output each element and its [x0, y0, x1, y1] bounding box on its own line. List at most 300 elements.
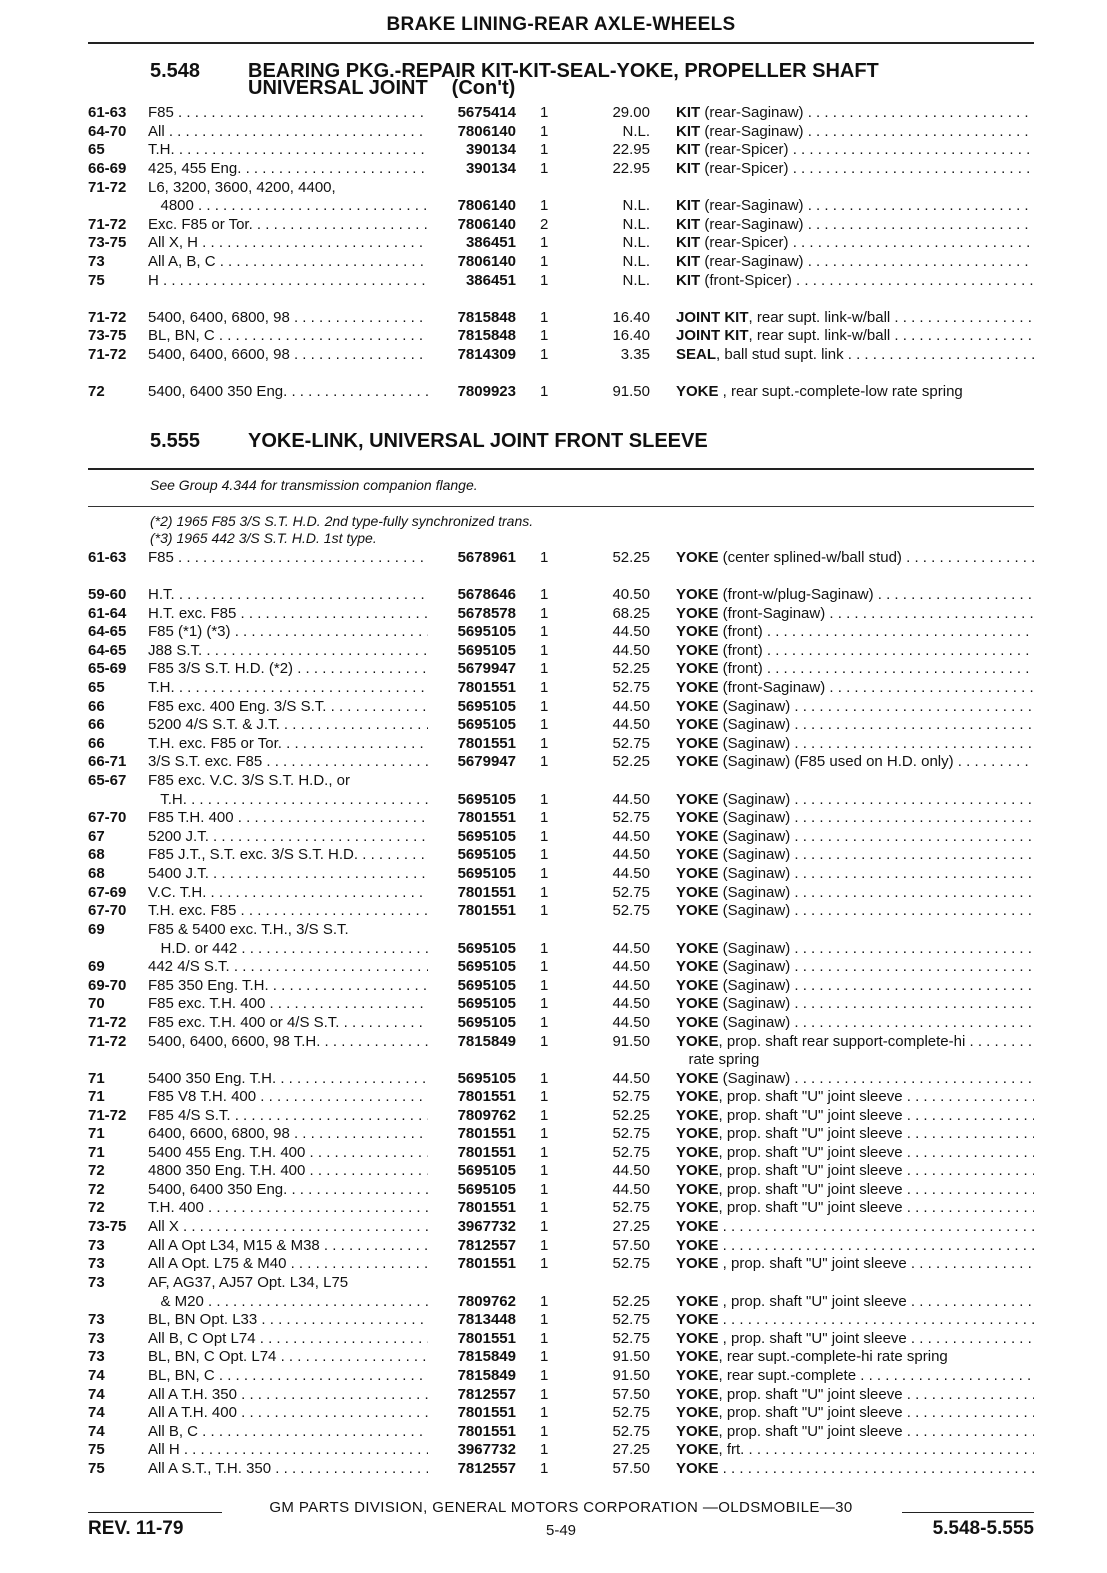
table-row [88, 179, 1034, 197]
part-number-cell: 7801551 [428, 1404, 516, 1422]
item-name: KIT [676, 160, 701, 177]
table-row [88, 809, 1034, 827]
item-name: YOKE [676, 1404, 719, 1421]
item-name: KIT [676, 253, 701, 270]
description-cell [676, 1330, 1034, 1348]
model-cell: 5400 350 Eng. T.H. . . . [148, 1070, 476, 1088]
description-cell [676, 1107, 1034, 1125]
item-name: YOKE [676, 1237, 719, 1254]
item-name: YOKE [676, 1423, 719, 1440]
part-number-cell: 5678646 [428, 586, 516, 604]
part-number-cell: 5678961 [428, 549, 516, 567]
item-name: YOKE [676, 1181, 719, 1198]
item-name: YOKE [676, 884, 719, 901]
section-number: 5.555 [150, 430, 201, 452]
quantity-cell: 1 [540, 1088, 549, 1105]
model-cell: V.C. T.H. . . . [148, 884, 476, 902]
item-detail: , prop. shaft "U" joint sleeve [718, 1386, 903, 1403]
item-name: YOKE [676, 716, 719, 733]
table-row [88, 1423, 1034, 1441]
price-cell: 68.25 [612, 605, 650, 622]
description-cell [676, 902, 1034, 920]
item-detail: (Saginaw) [718, 902, 791, 919]
table-row [88, 234, 1034, 252]
year-cell: 73 [88, 1348, 105, 1365]
description-cell [676, 642, 1034, 660]
description-cell [676, 327, 1034, 345]
part-number-cell: 7809762 [428, 1293, 516, 1311]
quantity-cell: 1 [540, 1070, 549, 1087]
price-cell: 27.25 [612, 1441, 650, 1458]
quantity-cell: 1 [540, 1293, 549, 1310]
description-cell [676, 346, 1034, 364]
year-cell: 75 [88, 1441, 105, 1458]
description-cell [676, 1051, 1034, 1069]
item-name: YOKE [676, 1162, 719, 1179]
item-detail: , prop. shaft "U" joint sleeve [718, 1199, 903, 1216]
year-cell: 71-72 [88, 216, 127, 233]
year-cell: 59-60 [88, 586, 127, 603]
table-row [88, 309, 1034, 327]
part-number-cell: 7801551 [428, 1125, 516, 1143]
table-row [88, 346, 1034, 364]
quantity-cell: 1 [540, 660, 549, 677]
item-detail: rate spring [676, 1051, 760, 1068]
year-cell: 73-75 [88, 1218, 127, 1235]
part-number-cell: 7801551 [428, 1330, 516, 1348]
year-cell: 75 [88, 272, 105, 289]
part-number-cell: 7815848 [428, 309, 516, 327]
year-cell: 64-70 [88, 123, 127, 140]
description-cell [676, 1088, 1034, 1106]
part-number-cell: 7801551 [428, 1088, 516, 1106]
section-continued: (Con't) [451, 77, 516, 99]
part-number-cell: 7809762 [428, 1107, 516, 1125]
price-cell: 27.25 [612, 1218, 650, 1235]
item-detail: (Saginaw) [718, 716, 791, 733]
year-cell: 73 [88, 1330, 105, 1347]
table-row [88, 660, 1034, 678]
item-detail: (Saginaw) [718, 995, 791, 1012]
part-number-cell: 5695105 [428, 1162, 516, 1180]
table-row [88, 1386, 1034, 1404]
model-cell: F85 T.H. 400 . . . [148, 809, 476, 827]
table-row [88, 1181, 1034, 1199]
item-name: YOKE [676, 809, 719, 826]
quantity-cell: 1 [540, 623, 549, 640]
description-cell [676, 995, 1034, 1013]
item-name: YOKE [676, 623, 719, 640]
table-row [88, 1144, 1034, 1162]
item-name: YOKE [676, 1348, 719, 1365]
model-cell: 4800 . . . [148, 197, 476, 215]
item-detail: (rear-Saginaw) [700, 253, 804, 270]
year-cell: 67-70 [88, 809, 127, 826]
model-cell: H . . . [148, 272, 476, 290]
item-name: YOKE [676, 1293, 719, 1310]
item-name: YOKE [676, 828, 719, 845]
description-cell [676, 1033, 1034, 1051]
model-cell: All X, H . . . [148, 234, 476, 252]
year-cell: 75 [88, 1460, 105, 1477]
item-detail: (front-Saginaw) [718, 679, 826, 696]
price-cell: 52.75 [612, 884, 650, 901]
table-row [88, 1199, 1034, 1217]
price-cell: 57.50 [612, 1386, 650, 1403]
model-cell: F85 exc. V.C. 3/S S.T. H.D., or [148, 772, 351, 789]
description-cell [676, 1144, 1034, 1162]
model-cell: F85 exc. T.H. 400 . . . [148, 995, 476, 1013]
quantity-cell: 1 [540, 1181, 549, 1198]
section-title: YOKE-LINK, UNIVERSAL JOINT FRONT SLEEVE [248, 430, 708, 452]
price-cell: 22.95 [612, 141, 650, 158]
table-row [88, 1125, 1034, 1143]
item-detail: (Saginaw) (F85 used on H.D. only) [718, 753, 954, 770]
table-row [88, 549, 1034, 567]
price-cell: 52.75 [612, 1330, 650, 1347]
quantity-cell: 1 [540, 846, 549, 863]
item-detail: , prop. shaft "U" joint sleeve [718, 1088, 903, 1105]
quantity-cell: 1 [540, 791, 549, 808]
price-cell: 57.50 [612, 1237, 650, 1254]
quantity-cell: 1 [540, 605, 549, 622]
year-cell: 67-69 [88, 884, 127, 901]
item-name: YOKE [676, 995, 719, 1012]
price-cell: 16.40 [612, 327, 650, 344]
model-cell: Exc. F85 or Tor. . . . [148, 216, 476, 234]
part-number-cell: 7815849 [428, 1348, 516, 1366]
item-name: SEAL [676, 346, 717, 363]
table-row [88, 1274, 1034, 1292]
price-cell: 44.50 [612, 1070, 650, 1087]
item-name: KIT [676, 141, 701, 158]
item-detail: , prop. shaft "U" joint sleeve [718, 1293, 907, 1310]
price-cell: 52.75 [612, 1088, 650, 1105]
price-cell: 44.50 [612, 1014, 650, 1031]
part-number-cell: 7812557 [428, 1386, 516, 1404]
model-cell: F85 exc. T.H. 400 or 4/S S.T. . . . [148, 1014, 476, 1032]
year-cell: 74 [88, 1423, 105, 1440]
part-number-cell: 7815849 [428, 1367, 516, 1385]
price-cell: 44.50 [612, 1181, 650, 1198]
year-cell: 65 [88, 141, 105, 158]
table-row [88, 921, 1034, 939]
year-cell: 71 [88, 1125, 105, 1142]
table-row [88, 586, 1034, 604]
quantity-cell: 1 [540, 828, 549, 845]
item-detail: (Saginaw) [718, 698, 791, 715]
price-cell: 52.75 [612, 1125, 650, 1142]
quantity-cell: 1 [540, 1311, 549, 1328]
item-detail: (front-Spicer) [700, 272, 792, 289]
item-name: YOKE [676, 1107, 719, 1124]
quantity-cell: 1 [540, 1144, 549, 1161]
model-cell: 3/S S.T. exc. F85 . . . [148, 753, 476, 771]
table-row [88, 698, 1034, 716]
table-row [88, 197, 1034, 215]
table-row [88, 735, 1034, 753]
description-cell [676, 735, 1034, 753]
price-cell: 52.25 [612, 1107, 650, 1124]
table-row [88, 753, 1034, 771]
year-cell: 73 [88, 253, 105, 270]
price-cell: 44.50 [612, 846, 650, 863]
description-cell [676, 698, 1034, 716]
price-cell: 40.50 [612, 586, 650, 603]
price-cell: 91.50 [612, 1367, 650, 1384]
item-detail: (Saginaw) [718, 828, 791, 845]
price-cell: 44.50 [612, 1162, 650, 1179]
model-cell: F85 & 5400 exc. T.H., 3/S S.T. [148, 921, 349, 938]
year-cell: 71-72 [88, 1014, 127, 1031]
quantity-cell: 1 [540, 735, 549, 752]
quantity-cell: 1 [540, 1014, 549, 1031]
year-cell: 74 [88, 1404, 105, 1421]
table-row [88, 940, 1034, 958]
quantity-cell: 1 [540, 1330, 549, 1347]
description-cell [676, 679, 1034, 697]
model-cell: T.H. . . . [148, 141, 476, 159]
model-cell: H.T. . . . [148, 586, 476, 604]
price-cell: N.L. [622, 272, 650, 289]
description-cell [676, 383, 1034, 401]
item-detail: (Saginaw) [718, 884, 791, 901]
quantity-cell: 1 [540, 346, 549, 363]
price-cell: 57.50 [612, 1460, 650, 1477]
table-row [88, 884, 1034, 902]
quantity-cell: 1 [540, 272, 549, 289]
table-row [88, 141, 1034, 159]
year-cell: 69-70 [88, 977, 127, 994]
part-number-cell: 5695105 [428, 1014, 516, 1032]
item-detail: , prop. shaft "U" joint sleeve [718, 1162, 903, 1179]
year-cell: 74 [88, 1386, 105, 1403]
item-name: KIT [676, 123, 701, 140]
description-cell [676, 791, 1034, 809]
item-name: YOKE [676, 1199, 719, 1216]
item-detail: (Saginaw) [718, 958, 791, 975]
table-row [88, 1404, 1034, 1422]
price-cell: 52.75 [612, 809, 650, 826]
part-number-cell: 5695105 [428, 940, 516, 958]
year-cell: 66-71 [88, 753, 127, 770]
description-cell [676, 660, 1034, 678]
quantity-cell: 1 [540, 1162, 549, 1179]
item-name: YOKE [676, 660, 719, 677]
part-number-cell: 7801551 [428, 809, 516, 827]
price-cell: 44.50 [612, 791, 650, 808]
item-name: YOKE [676, 1330, 719, 1347]
quantity-cell: 1 [540, 1199, 549, 1216]
description-cell [676, 1423, 1034, 1441]
description-cell [676, 1293, 1034, 1311]
model-cell: All . . . [148, 123, 476, 141]
description-cell [676, 1199, 1034, 1217]
quantity-cell: 1 [540, 549, 549, 566]
model-cell: 5400, 6400 350 Eng. . . . [148, 383, 476, 401]
model-cell: All A Opt. L75 & M40 . . . [148, 1255, 476, 1273]
part-number-cell: 5679947 [428, 660, 516, 678]
description-cell [676, 846, 1034, 864]
description-cell [676, 104, 1034, 122]
model-cell: 5400, 6400, 6600, 98 . . . [148, 346, 476, 364]
part-number-cell: 7801551 [428, 1423, 516, 1441]
table-row [88, 679, 1034, 697]
year-cell: 72 [88, 383, 105, 400]
part-number-cell: 7812557 [428, 1237, 516, 1255]
quantity-cell: 1 [540, 958, 549, 975]
price-cell: N.L. [622, 216, 650, 233]
table-row [88, 1051, 1034, 1069]
year-cell: 65 [88, 679, 105, 696]
item-name: YOKE [676, 586, 719, 603]
quantity-cell: 1 [540, 160, 549, 177]
part-number-cell: 5695105 [428, 977, 516, 995]
item-detail: (front) [718, 642, 763, 659]
part-number-cell: 7815848 [428, 327, 516, 345]
model-cell: All A, B, C . . . [148, 253, 476, 271]
quantity-cell: 1 [540, 679, 549, 696]
model-cell: 5400, 6400 350 Eng. . . . [148, 1181, 476, 1199]
year-cell: 73 [88, 1311, 105, 1328]
item-name: JOINT KIT [676, 327, 749, 344]
price-cell: 44.50 [612, 995, 650, 1012]
part-number-cell: 5695105 [428, 698, 516, 716]
item-detail: (front-w/plug-Saginaw) [718, 586, 874, 603]
price-cell: 52.75 [612, 735, 650, 752]
model-cell: AF, AG37, AJ57 Opt. L34, L75 [148, 1274, 349, 1291]
model-cell: F85 . . . [148, 549, 476, 567]
item-detail: (rear-Spicer) [700, 160, 789, 177]
price-cell: 52.75 [612, 1404, 650, 1421]
year-cell: 72 [88, 1181, 105, 1198]
item-name: YOKE [676, 698, 719, 715]
footnote-2: (*2) 1965 F85 3/S S.T. H.D. 2nd type-fully synchronized trans. [150, 513, 534, 529]
description-cell [676, 958, 1034, 976]
description-cell [676, 1460, 1034, 1478]
description-cell [676, 1441, 1034, 1459]
price-cell: 44.50 [612, 940, 650, 957]
item-detail: (rear-Saginaw) [700, 216, 804, 233]
description-cell [676, 1367, 1034, 1385]
price-cell: 52.25 [612, 1293, 650, 1310]
description-cell [676, 141, 1034, 159]
quantity-cell: 1 [540, 940, 549, 957]
model-cell: All A T.H. 350 . . . [148, 1386, 476, 1404]
item-name: YOKE [676, 642, 719, 659]
description-cell [676, 123, 1034, 141]
description-cell [676, 1404, 1034, 1422]
part-number-cell: 7801551 [428, 1255, 516, 1273]
quantity-cell: 1 [540, 995, 549, 1012]
table-row [88, 995, 1034, 1013]
model-cell: 4800 350 Eng. T.H. 400 . . . [148, 1162, 476, 1180]
part-number-cell: 5695105 [428, 846, 516, 864]
quantity-cell: 1 [540, 809, 549, 826]
description-cell [676, 1125, 1034, 1143]
part-number-cell: 7806140 [428, 197, 516, 215]
model-cell: T.H. 400 . . . [148, 1199, 476, 1217]
item-detail: (rear-Saginaw) [700, 104, 804, 121]
year-cell: 71-72 [88, 1107, 127, 1124]
description-cell [676, 884, 1034, 902]
quantity-cell: 1 [540, 698, 549, 715]
description-cell [676, 549, 1034, 567]
year-cell: 71-72 [88, 179, 127, 196]
description-cell [676, 1181, 1034, 1199]
model-cell: BL, BN Opt. L33 . . . [148, 1311, 476, 1329]
item-name: YOKE [676, 753, 719, 770]
quantity-cell: 1 [540, 123, 549, 140]
price-cell: 91.50 [612, 1033, 650, 1050]
description-cell [676, 234, 1034, 252]
model-cell: BL, BN, C Opt. L74 . . . [148, 1348, 476, 1366]
part-number-cell: 5678578 [428, 605, 516, 623]
model-cell: H.D. or 442 . . . [148, 940, 476, 958]
description-cell [676, 216, 1034, 234]
item-detail: , prop. shaft "U" joint sleeve [718, 1144, 903, 1161]
description-cell [676, 940, 1034, 958]
model-cell: 442 4/S S.T. . . . [148, 958, 476, 976]
part-number-cell: 3967732 [428, 1441, 516, 1459]
year-cell: 72 [88, 1162, 105, 1179]
model-cell: F85 3/S S.T. H.D. (*2) . . . [148, 660, 476, 678]
part-number-cell: 7806140 [428, 123, 516, 141]
price-cell: 44.50 [612, 958, 650, 975]
year-cell: 61-63 [88, 549, 127, 566]
table-row [88, 1033, 1034, 1051]
model-cell: T.H. exc. F85 . . . [148, 902, 476, 920]
year-cell: 67-70 [88, 902, 127, 919]
footer-section-range: 5.548-5.555 [932, 1518, 1034, 1539]
description-cell [676, 977, 1034, 995]
quantity-cell: 1 [540, 1255, 549, 1272]
table-row [88, 1311, 1034, 1329]
model-cell: All A T.H. 400 . . . [148, 1404, 476, 1422]
item-name: YOKE [676, 958, 719, 975]
price-cell: 44.50 [612, 698, 650, 715]
price-cell: 52.75 [612, 1311, 650, 1328]
item-name: JOINT KIT [676, 309, 749, 326]
section-title-line1: BEARING PKG.-REPAIR KIT-KIT-SEAL-YOKE, PROPELLER SHAFT [248, 60, 879, 82]
quantity-cell: 1 [540, 309, 549, 326]
part-number-cell: 390134 [428, 141, 516, 159]
item-detail: , prop. shaft "U" joint sleeve [718, 1181, 903, 1198]
price-cell: N.L. [622, 253, 650, 270]
item-detail: , ball stud supt. link [716, 346, 844, 363]
footer-page-number: 5-49 [546, 1522, 577, 1539]
price-cell: 52.25 [612, 753, 650, 770]
item-detail: (rear-Saginaw) [700, 123, 804, 140]
item-name: YOKE [676, 735, 719, 752]
item-detail: , rear supt.-complete [718, 1367, 857, 1384]
year-cell: 71-72 [88, 346, 127, 363]
table-row [88, 1218, 1034, 1236]
part-number-cell: 7814309 [428, 346, 516, 364]
part-number-cell: 7801551 [428, 1144, 516, 1162]
table-row [88, 828, 1034, 846]
price-cell: 29.00 [612, 104, 650, 121]
quantity-cell: 1 [540, 586, 549, 603]
description-cell [676, 1386, 1034, 1404]
year-cell: 73 [88, 1237, 105, 1254]
year-cell: 73-75 [88, 327, 127, 344]
item-detail: (rear-Saginaw) [700, 197, 804, 214]
description-cell [676, 160, 1034, 178]
quantity-cell: 1 [540, 977, 549, 994]
year-cell: 65-67 [88, 772, 127, 789]
table-row [88, 1107, 1034, 1125]
